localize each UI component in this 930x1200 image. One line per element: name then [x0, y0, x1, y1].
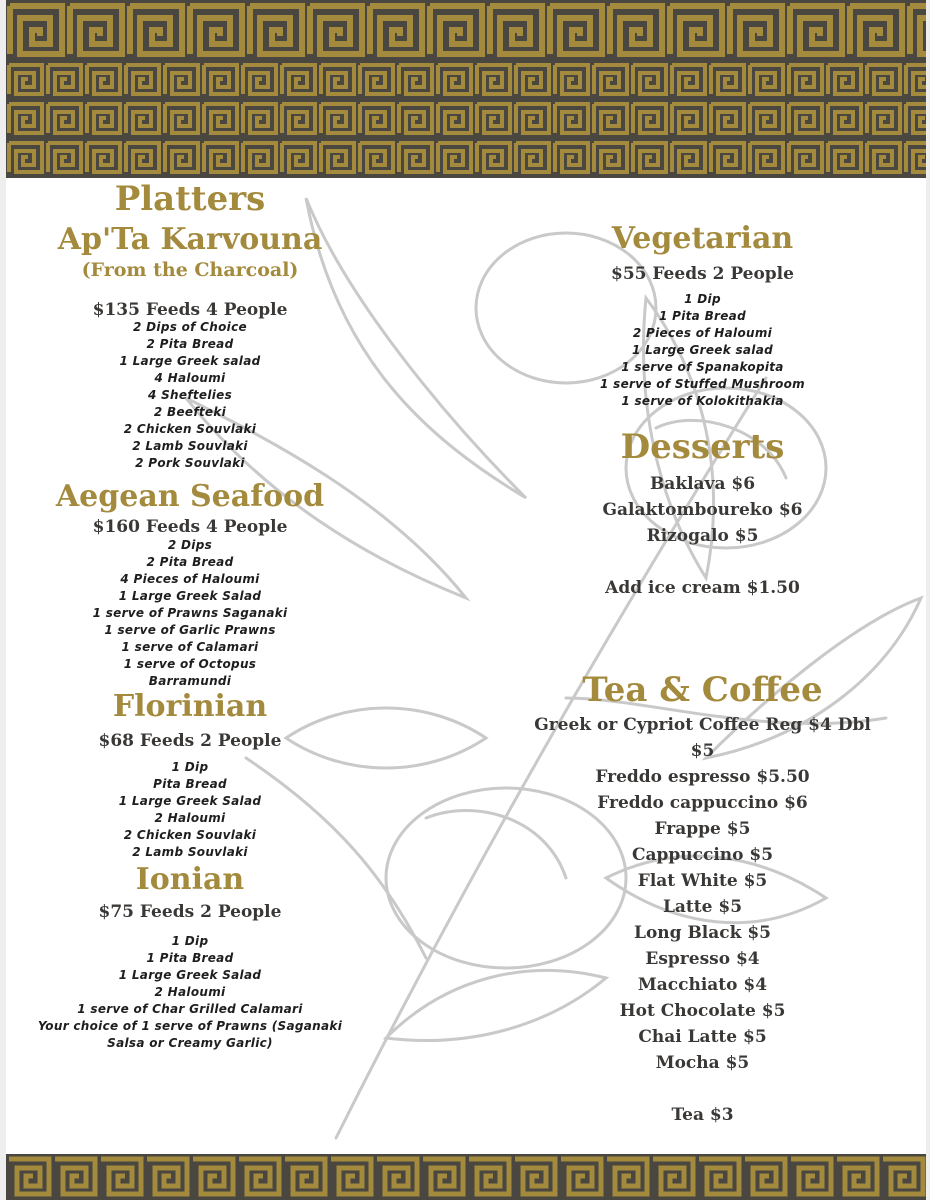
section-title: Ap'Ta Karvouna	[57, 222, 323, 258]
list-item: 2 Pita Bread	[146, 337, 234, 352]
right-column	[536, 222, 869, 1128]
list-item: 4 Haloumi	[154, 371, 226, 386]
dessert-item: Baklava $6	[649, 473, 756, 494]
list-item: 1 serve of Garlic Prawns	[104, 622, 276, 637]
list-item: 2 Dips of Choice	[133, 320, 247, 335]
section-title: Ionian	[135, 861, 245, 897]
platters-column	[6, 180, 374, 1052]
list-item: 1 serve of Octopus	[123, 656, 257, 671]
section-ionian	[6, 863, 374, 1053]
coffee-item: Long Black $5	[633, 922, 771, 943]
section-price: $160 Feeds 4 People	[92, 516, 288, 537]
list-item: 2 Haloumi	[154, 985, 226, 1000]
coffee-item: Frappe $5	[654, 818, 751, 839]
coffee-item: Freddo cappuccino $6	[597, 792, 808, 813]
list-item: 1 serve of Spanakopita	[621, 359, 784, 374]
coffee-item: Freddo espresso $5.50	[595, 766, 810, 787]
coffee-item: Macchiato $4	[637, 974, 768, 995]
section-title: Aegean Seafood	[55, 479, 325, 515]
list-item: 4 Sheftelies	[147, 388, 233, 403]
list-item: Salsa or Creamy Garlic)	[107, 1036, 273, 1051]
list-item: 1 Dip	[684, 291, 721, 306]
coffee-item: Latte $5	[662, 896, 743, 917]
item-list	[6, 759, 374, 861]
list-item: 1 Large Greek salad	[119, 354, 261, 369]
coffee-item: Espresso $4	[645, 948, 760, 969]
list-item: Pita Bread	[153, 776, 227, 791]
menu-page	[6, 0, 926, 1200]
section-price: $75 Feeds 2 People	[98, 902, 282, 923]
greek-key-border-top	[6, 0, 926, 60]
list-item: 1 serve of Calamari	[121, 639, 259, 654]
list-item: 1 serve of Char Grilled Calamari	[77, 1002, 303, 1017]
list-item: 2 Dips	[167, 537, 213, 552]
list-item: 1 Large Greek salad	[631, 342, 774, 357]
list-item: 2 Beefteki	[153, 405, 227, 420]
list-item: 1 Dip	[171, 759, 209, 774]
section-aegean-seafood	[6, 480, 374, 690]
list-item: Barramundi	[148, 673, 232, 688]
section-tea-coffee	[536, 671, 869, 1128]
list-item: 2 Lamb Souvlaki	[132, 844, 248, 859]
section-title: Desserts	[620, 426, 785, 467]
list-item: 2 Pork Souvlaki	[135, 456, 245, 471]
list-item: 1 Dip	[171, 934, 209, 949]
coffee-item: Cappuccino $5	[631, 844, 774, 865]
coffee-item: Greek or Cypriot Coffee Reg $4 Dbl	[534, 714, 871, 735]
section-subtitle: (From the Charcoal)	[81, 258, 299, 281]
coffee-item: Chai Latte $5	[638, 1026, 767, 1047]
section-florinian	[6, 690, 374, 861]
item-list	[6, 537, 374, 690]
list-item: 2 Pita Bread	[146, 554, 234, 569]
ice-cream-addon: Add ice cream $1.50	[605, 577, 800, 598]
list-item: 2 Haloumi	[154, 810, 226, 825]
section-price: $68 Feeds 2 People	[98, 731, 282, 752]
dessert-item: Rizogalo $5	[646, 525, 759, 546]
list-item: 2 Lamb Souvlaki	[132, 439, 248, 454]
list-item: 2 Chicken Souvlaki	[123, 422, 257, 437]
list-item: 2 Pieces of Haloumi	[632, 325, 773, 340]
coffee-item: Mocha $5	[655, 1052, 750, 1073]
section-title: Vegetarian	[611, 221, 794, 256]
section-desserts	[536, 428, 869, 601]
list-item: 1 serve of Prawns Saganaki	[92, 605, 288, 620]
section-ap-ta-karvouna	[6, 223, 374, 472]
item-list	[536, 291, 869, 410]
list-item: 1 Pita Bread	[146, 951, 234, 966]
list-item: 1 Large Greek Salad	[118, 793, 262, 808]
section-price: $55 Feeds 2 People	[611, 263, 794, 284]
dessert-item: Galaktomboureko $6	[602, 499, 803, 520]
coffee-item: Hot Chocolate $5	[619, 1000, 786, 1021]
tea-item: Tea $3	[671, 1104, 734, 1125]
coffee-item: Flat White $5	[637, 870, 768, 891]
list-item: Your choice of 1 serve of Prawns (Saganaki	[37, 1019, 343, 1034]
section-price: $135 Feeds 4 People	[92, 300, 288, 321]
list-item: 4 Pieces of Haloumi	[120, 571, 260, 586]
list-item: 2 Chicken Souvlaki	[123, 827, 257, 842]
section-title: Florinian	[112, 688, 268, 724]
list-item: 1 Large Greek Salad	[118, 968, 262, 983]
coffee-item: $5	[690, 740, 715, 761]
list-item: 1 serve of Stuffed Mushroom	[600, 376, 805, 391]
greek-key-border-top-small	[6, 60, 926, 178]
section-title: Tea & Coffee	[582, 669, 823, 710]
item-list	[6, 933, 374, 1052]
greek-key-border-bottom	[6, 1154, 926, 1200]
list-item: 1 Large Greek Salad	[118, 588, 262, 603]
platters-heading: Platters	[114, 179, 266, 219]
list-item: 1 Pita Bread	[659, 308, 746, 323]
item-list	[6, 319, 374, 472]
section-vegetarian	[536, 222, 869, 410]
list-item: 1 serve of Kolokithakia	[621, 393, 784, 408]
